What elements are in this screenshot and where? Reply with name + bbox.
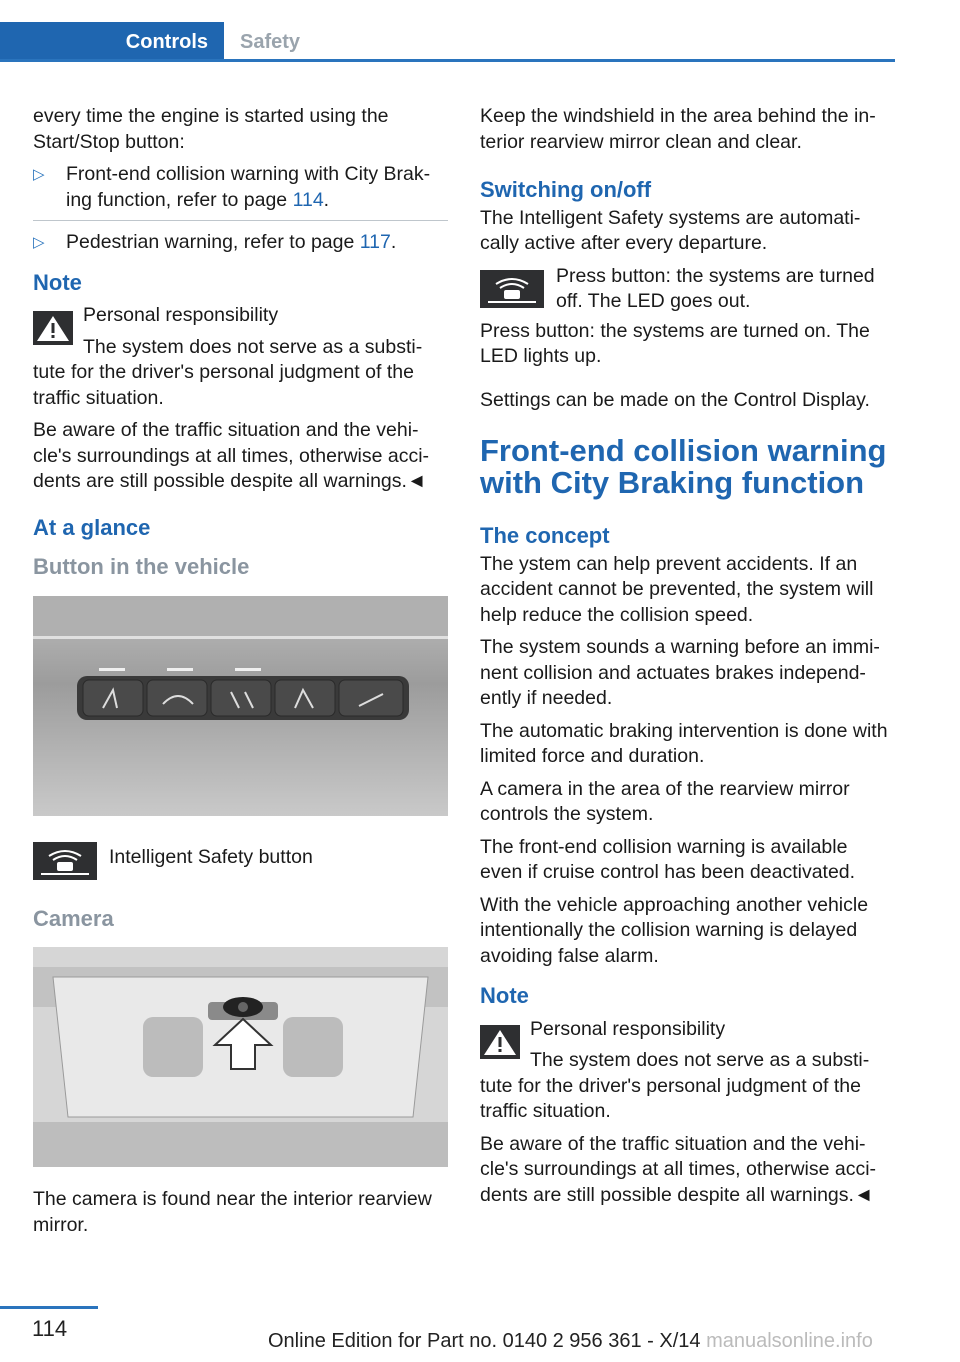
- bullet-divider: [33, 220, 448, 221]
- subsection-heading: Camera: [33, 905, 114, 931]
- press-off-block: [480, 264, 892, 315]
- subsection-heading: The concept: [480, 523, 610, 548]
- warning-title: Personal responsibility: [83, 304, 279, 326]
- camera-image: [33, 947, 448, 1167]
- left-column: [33, 104, 448, 1245]
- triangle-bullet-icon: ▷: [33, 166, 45, 183]
- bullet-end: .: [390, 231, 397, 253]
- camera-text: The camera is found near the interior rearview mirror.: [33, 1188, 432, 1236]
- bullet-item: [33, 230, 448, 256]
- section-title: Front-end collision warning with City Braking function: [480, 433, 887, 500]
- press-on-text: Press button: the systems are turned on. The LED lights up.: [480, 319, 870, 367]
- bullet-text: Pedestrian warning, refer to page: [66, 231, 360, 253]
- warning-title: Personal responsibility: [530, 1017, 726, 1040]
- intelligent-safety-button-icon[interactable]: [480, 270, 544, 308]
- warning-triangle-icon: [480, 1025, 520, 1059]
- warning-block: [33, 303, 448, 411]
- edition-text: Online Edition for Part no. 0140 2 956 361 - X/14: [268, 1330, 701, 1352]
- camera-photo: [33, 947, 448, 1167]
- warning-triangle-icon: [33, 311, 73, 345]
- windshield-text: Keep the windshield in the area behind the in‐terior rearview mirror clean and clear.: [480, 105, 876, 153]
- page-number: 114: [32, 1316, 68, 1341]
- settings-text: Settings can be made on the Control Display.: [480, 388, 870, 411]
- warning-block: [480, 1017, 892, 1125]
- section-heading: Switching on/off: [480, 177, 652, 202]
- paragraph: A camera in the area of the rearview mirror controls the system.: [480, 777, 850, 825]
- intelligent-safety-button-icon[interactable]: [33, 842, 97, 880]
- paragraph: The automatic braking intervention is done with limited force and duration.: [480, 719, 888, 767]
- warning-body-2: Be aware of the traffic situation and the vehi‐cle's surroundings at all times, otherwise acci‐dents are still possible despite all warnings.◄: [33, 419, 430, 492]
- warning-body-2: Be aware of the traffic situation and the vehi‐cle's surroundings at all times, otherwise acci‐dents are still possible despite all warnings.◄: [480, 1132, 877, 1206]
- subsection-heading: Button in the vehicle: [33, 554, 250, 579]
- button-panel-photo: [33, 596, 448, 816]
- paragraph: With the vehicle approaching another vehicle intentionally the collision warning is delayed avoiding false alarm.: [480, 893, 869, 967]
- watermark-text: manualsonline.info: [706, 1330, 873, 1352]
- paragraph: The system sounds a warning before an immi‐nent collision and actuates brakes independ‐ently if needed.: [480, 636, 880, 709]
- page-link[interactable]: 114: [292, 188, 324, 211]
- edition-footer: [268, 1330, 873, 1353]
- button-caption: Intelligent Safety button: [109, 845, 313, 868]
- switch-text: The Intelligent Safety systems are automati‐cally active after every departure.: [480, 206, 861, 254]
- triangle-bullet-icon: ▷: [33, 234, 45, 251]
- paragraph: The ystem can help prevent accidents. If an accident cannot be prevented, the system will help reduce the collision speed.: [480, 552, 874, 626]
- tab-safety[interactable]: Safety: [240, 31, 301, 53]
- section-heading: At a glance: [33, 514, 151, 540]
- button-legend: [33, 836, 448, 886]
- page-link[interactable]: 117: [359, 231, 391, 253]
- warning-body: The system does not serve as a substi‐tute for the driver's personal judgment of the traffic situation.: [480, 1049, 870, 1122]
- bullet-end: .: [323, 188, 330, 211]
- press-off-text: Press button: the systems are turned off. The LED goes out.: [556, 264, 875, 312]
- button-panel-image: [33, 596, 448, 816]
- right-column: [480, 104, 892, 1215]
- bullet-item: [33, 162, 448, 213]
- note-heading: Note: [33, 269, 82, 295]
- tab-controls[interactable]: Controls: [0, 22, 224, 62]
- note-heading: Note: [480, 983, 529, 1008]
- bullet-text: Front-end collision warning with City Brak‐ing function, refer to page: [66, 163, 431, 211]
- page-number-rule: [0, 1306, 98, 1309]
- intro-text: every time the engine is started using the Start/Stop button:: [33, 105, 389, 153]
- header-rule: [0, 59, 895, 62]
- warning-body: The system does not serve as a substi‐tute for the driver's personal judgment of the traffic situation.: [33, 335, 423, 409]
- header-bar: [0, 0, 895, 62]
- paragraph: The front-end collision warning is available even if cruise control has been deactivated.: [480, 835, 856, 883]
